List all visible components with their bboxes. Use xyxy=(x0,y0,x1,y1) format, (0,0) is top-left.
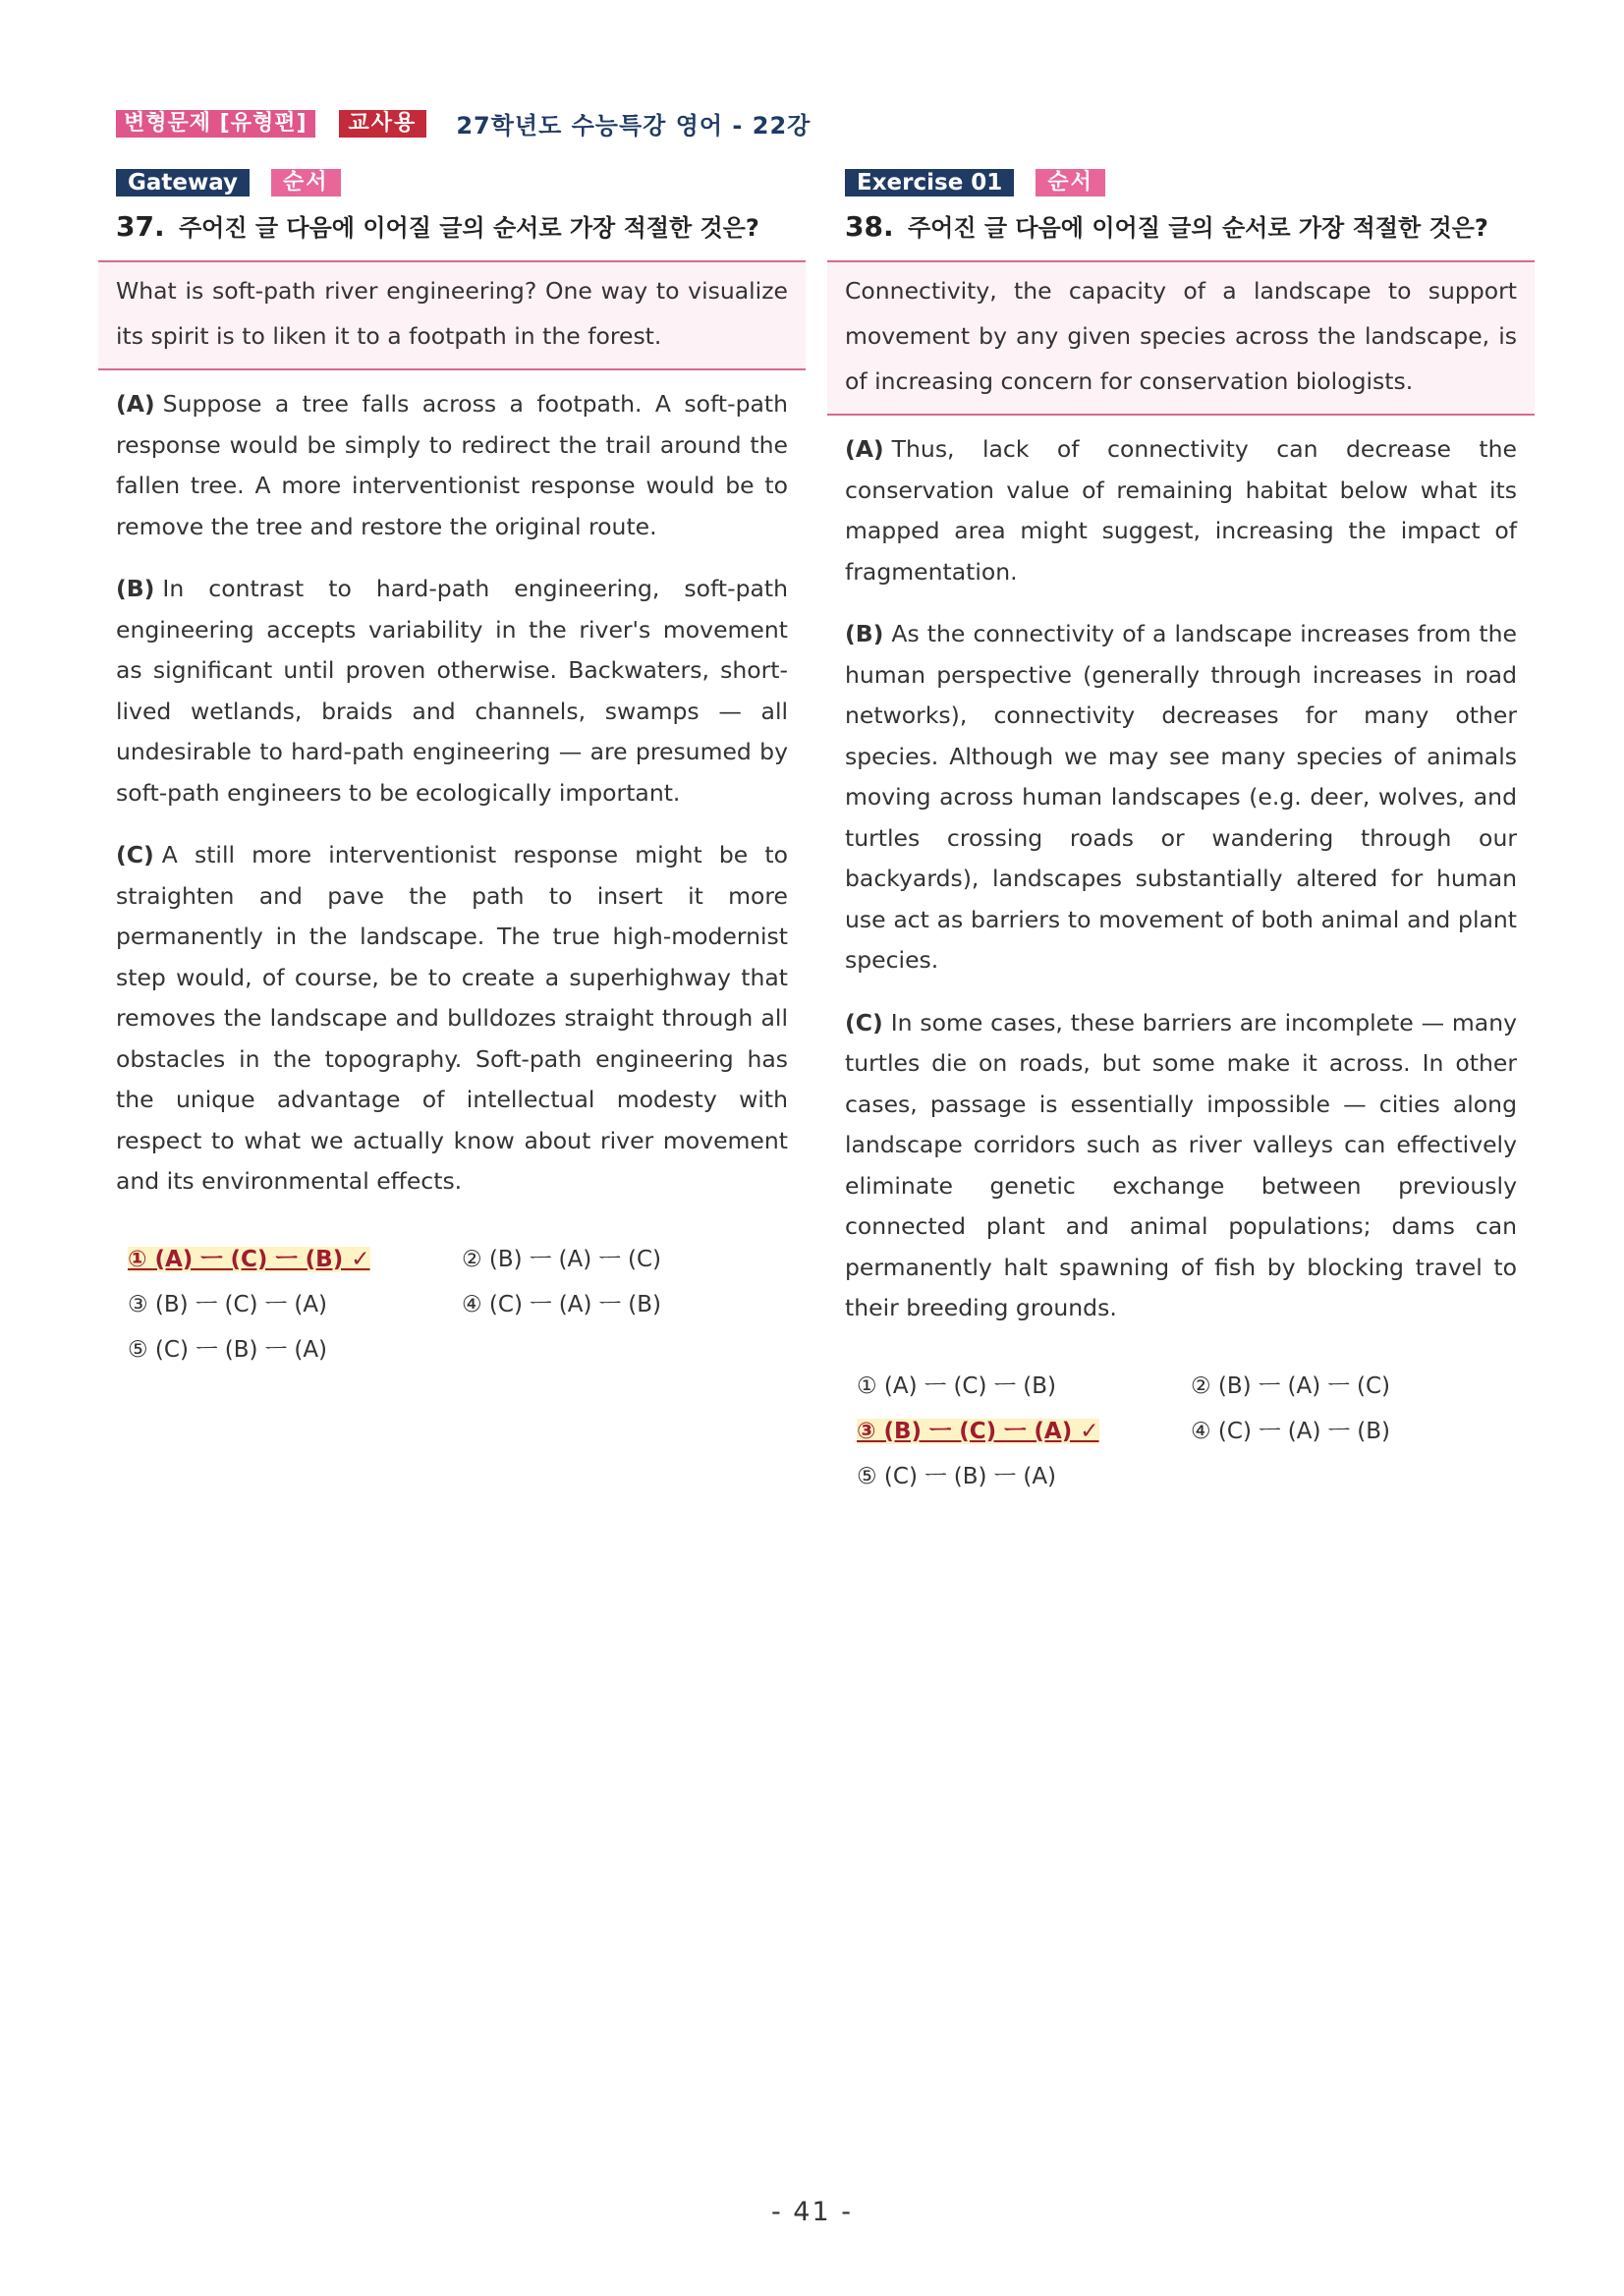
choice-3[interactable] xyxy=(857,1414,1191,1449)
choice-text: ⑤ (C) ㅡ (B) ㅡ (A) xyxy=(857,1463,1057,1489)
paragraph-label: (A) xyxy=(116,390,155,418)
question-type-label: 순서 xyxy=(1036,169,1105,196)
paragraph-text: As the connectivity of a landscape increases from the human perspective (generally through increases in road networks), connectivity decreases for many other species. Although we may see many species of animals moving across human landscapes (e.g. deer, wolves, and turtles crossing roads or wandering through our backyards), landscapes substantially altered for human use act as barriers to movement of both animal and plant species. xyxy=(845,620,1517,974)
paragraph-label: (C) xyxy=(845,1008,883,1036)
paragraph-c xyxy=(116,835,788,1203)
paragraph-text: Suppose a tree falls across a footpath. A soft-path response would be simply to redirect the trail around the fallen tree. A more interventionist response would be to remove the tree and restore the original route. xyxy=(116,390,788,540)
question-number: 38. xyxy=(845,210,894,243)
question-number: 37. xyxy=(116,210,165,243)
paragraph-label: (B) xyxy=(116,575,155,602)
paragraph-text: A still more interventionist response might be to straighten and pave the path to insert it more permanently in the landscape. The true high-modernist step would, of course, be to create a superhighway that removes the landscape and bulldozes straight through all obstacles in the topography. Soft-path engineering has the unique advantage of intellectual modesty with respect to what we actually know about river movement and its environmental effects. xyxy=(116,841,788,1195)
paragraph-label: (C) xyxy=(116,841,154,868)
page-number: - 41 - xyxy=(770,2197,853,2227)
choice-text: ③ (B) ㅡ (C) ㅡ (A) xyxy=(128,1291,328,1317)
paragraph-text: In some cases, these barriers are incomplete — many turtles die on roads, but some make it across. In other cases, passage is essentially impossible — cities along landscape corridors such as river valleys can effectively eliminate genetic exchange between previously connected plant and animal populations; dams can permanently halt spawning of fish by blocking travel to their breeding grounds. xyxy=(845,1008,1517,1321)
paragraph-b xyxy=(116,569,788,813)
section-label: Exercise 01 xyxy=(845,169,1014,196)
choice-5[interactable] xyxy=(128,1332,462,1368)
choice-1[interactable] xyxy=(857,1369,1191,1404)
choice-text: ② (B) ㅡ (A) ㅡ (C) xyxy=(462,1246,662,1272)
paragraph-label: (B) xyxy=(845,620,884,647)
choice-text: ② (B) ㅡ (A) ㅡ (C) xyxy=(1191,1372,1391,1399)
given-passage: Connectivity, the capacity of a landscape to support movement by any given species across the landscape, is of increasing concern for conservation biologists. xyxy=(827,260,1535,416)
teacher-tag: 교사용 xyxy=(339,110,427,138)
answer-choices xyxy=(128,1242,806,1368)
choice-text: ① (A) ㅡ (C) ㅡ (B) ✓ xyxy=(128,1246,370,1272)
section-label: Gateway xyxy=(116,169,250,196)
choice-text: ③ (B) ㅡ (C) ㅡ (A) ✓ xyxy=(857,1418,1099,1444)
choice-text: ⑤ (C) ㅡ (B) ㅡ (A) xyxy=(128,1336,328,1363)
choice-text: ① (A) ㅡ (C) ㅡ (B) xyxy=(857,1372,1057,1399)
question-37 xyxy=(98,169,806,1368)
choice-3[interactable] xyxy=(128,1287,462,1322)
type-tag: 변형문제 [유형편] xyxy=(116,110,315,138)
question-38 xyxy=(827,169,1535,1494)
paragraph-text: Thus, lack of connectivity can decrease the conservation value of remaining habitat below what its mapped area might suggest, increasing the impact of fragmentation. xyxy=(845,435,1517,586)
choice-2[interactable] xyxy=(462,1242,776,1277)
page-header xyxy=(116,106,811,140)
question-type-label: 순서 xyxy=(271,169,341,196)
paragraph-label: (A) xyxy=(845,435,884,463)
question-text: 주어진 글 다음에 이어질 글의 순서로 가장 적절한 것은? xyxy=(178,214,759,242)
choice-4[interactable] xyxy=(1191,1414,1505,1449)
question-text: 주어진 글 다음에 이어질 글의 순서로 가장 적절한 것은? xyxy=(907,214,1488,242)
choice-5[interactable] xyxy=(857,1459,1191,1494)
paragraph-c xyxy=(845,1003,1517,1329)
given-passage: What is soft-path river engineering? One way to visualize its spirit is to liken it to a footpath in the forest. xyxy=(98,260,806,370)
question-title xyxy=(116,208,806,243)
page-title: 27학년도 수능특강 영어 - 22강 xyxy=(456,112,812,140)
paragraph-text: In contrast to hard-path engineering, soft-path engineering accepts variability in the river's movement as significant until proven otherwise. Backwaters, short-lived wetlands, braids and channels, swamps — all undesirable to hard-path engineering — are presumed by soft-path engineers to be ecologically important. xyxy=(116,575,788,807)
answer-choices xyxy=(857,1369,1535,1494)
question-title xyxy=(845,208,1535,243)
choice-2[interactable] xyxy=(1191,1369,1505,1404)
paragraph-a xyxy=(116,384,788,547)
choice-text: ④ (C) ㅡ (A) ㅡ (B) xyxy=(1191,1418,1391,1444)
paragraph-b xyxy=(845,614,1517,981)
choice-1[interactable] xyxy=(128,1242,462,1277)
choice-text: ④ (C) ㅡ (A) ㅡ (B) xyxy=(462,1291,662,1317)
choice-4[interactable] xyxy=(462,1287,776,1322)
paragraph-a xyxy=(845,429,1517,592)
